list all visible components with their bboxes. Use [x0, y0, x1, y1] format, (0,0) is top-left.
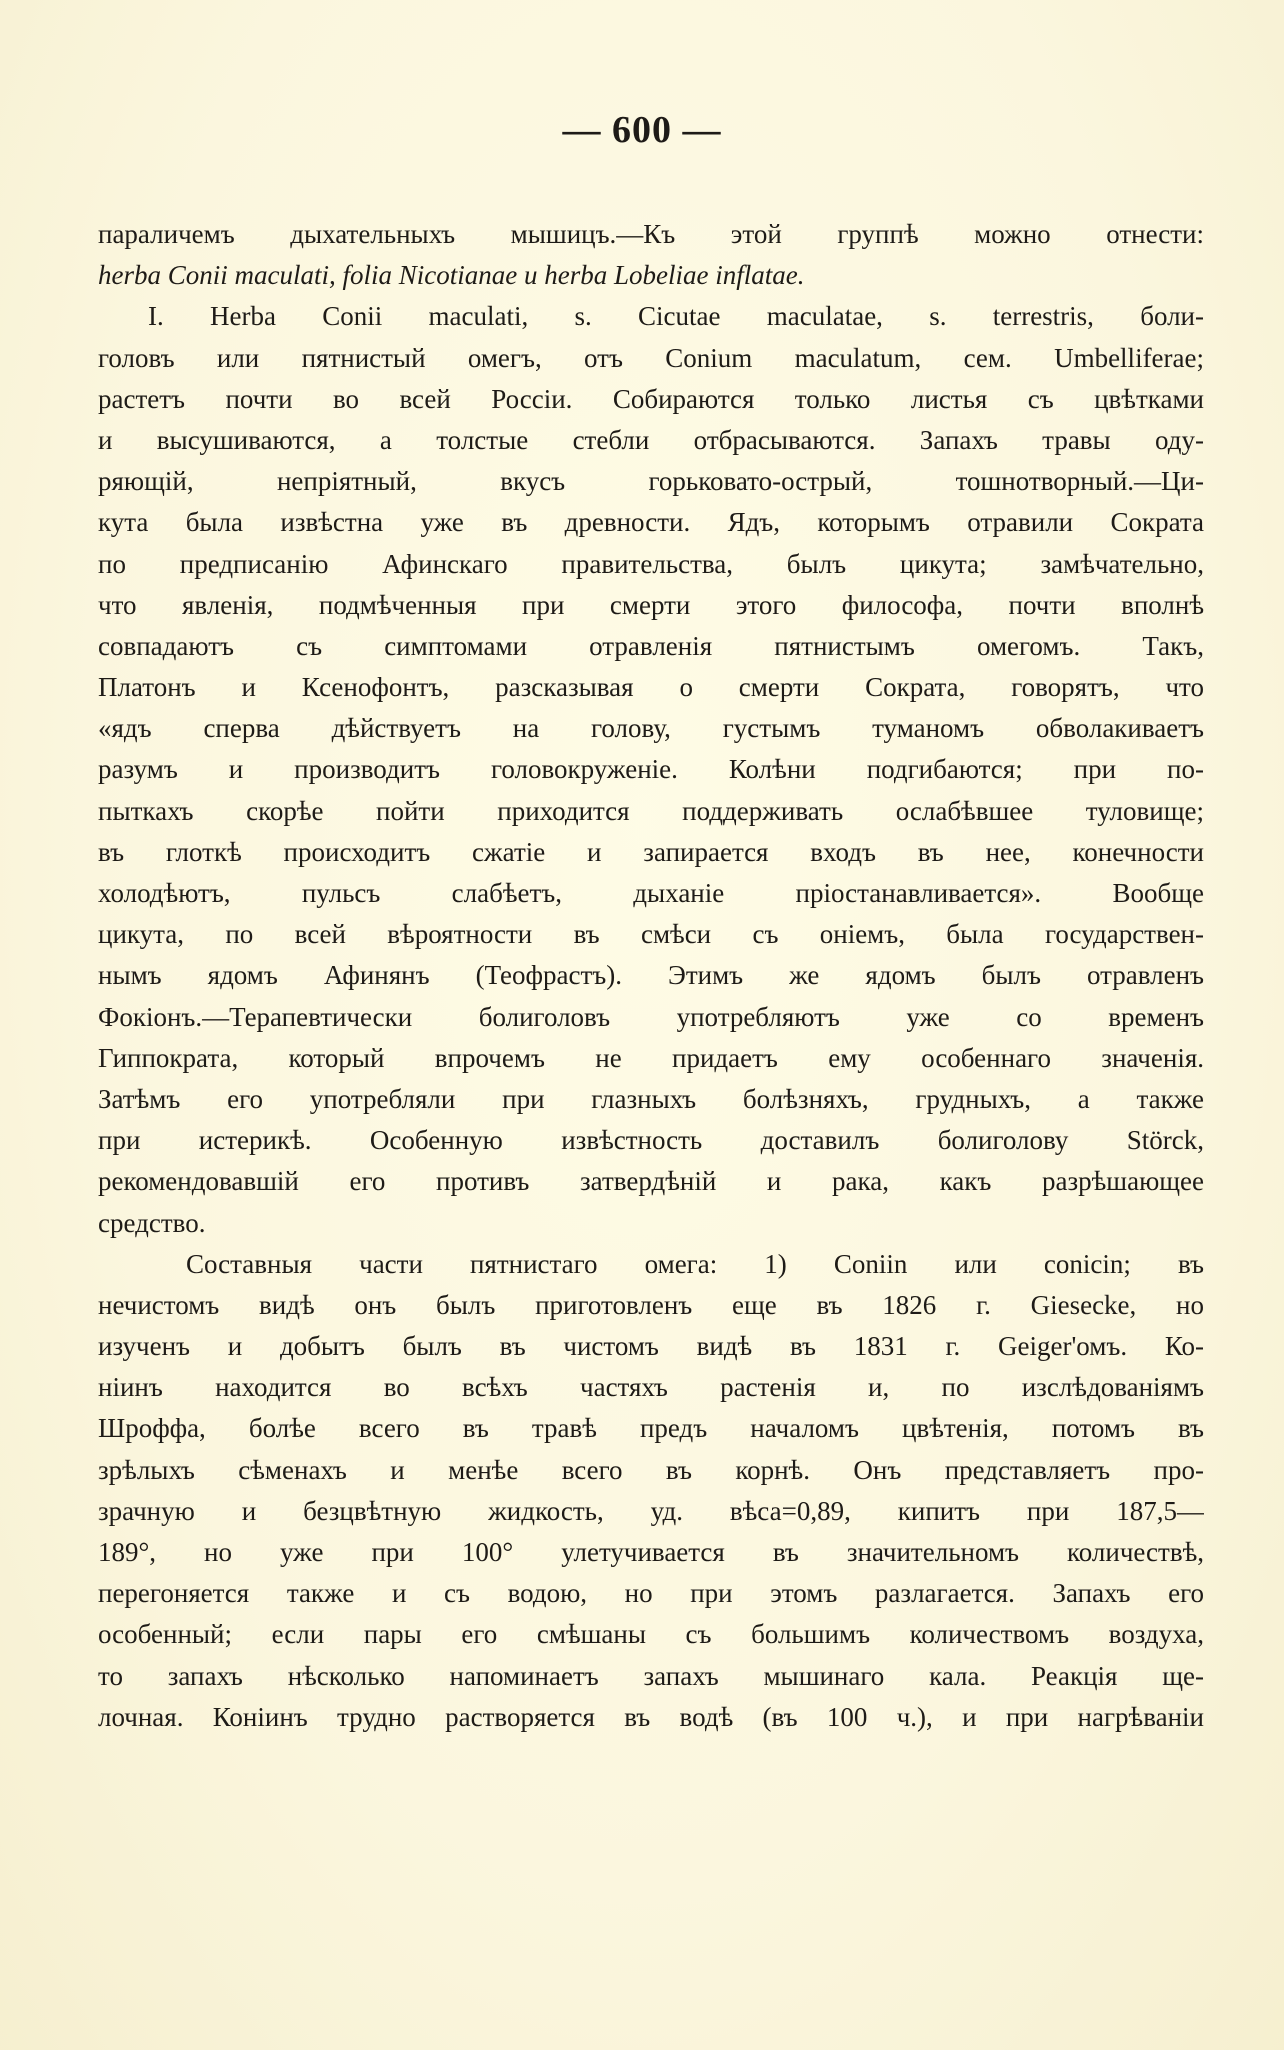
text-line: Гиппократа, который впрочемъ не придаетъ ему особеннаго значенія.: [98, 1042, 1204, 1073]
text-line: особенный; если пары его смѣшаны съ большимъ количествомъ воздуха,: [98, 1619, 1204, 1650]
text-line: I. Herba Conii maculati, s. Cicutae maculatae, s. terrestris, боли-: [148, 301, 1204, 332]
text-line: рекомендовавшій его противъ затвердѣній и рака, какъ разрѣшающее: [98, 1166, 1204, 1197]
text-line: ніинъ находится во всѣхъ частяхъ растенія и, по изслѣдованіямъ: [98, 1372, 1204, 1403]
text-line: холодѣютъ, пульсъ слабѣетъ, дыханіе пріостанавливается». Вообще: [98, 878, 1204, 908]
text-line: при истерикѣ. Особенную извѣстность доставилъ болиголову Störck,: [98, 1125, 1204, 1156]
text-line: зрачную и безцвѣтную жидкость, уд. вѣса=0,89, кипитъ при 187,5—: [98, 1495, 1204, 1526]
text-line: цикута, по всей вѣроятности въ смѣси съ оніемъ, была государствен-: [98, 919, 1204, 950]
text-line: herba Conii maculati, folia Nicotianae и herba Lobeliae inflatae.: [98, 260, 805, 291]
text-line: изученъ и добытъ былъ въ чистомъ видѣ въ 1831 г. Geiger'омъ. Ко-: [98, 1331, 1204, 1362]
text-line: что явленія, подмѣченныя при смерти этого философа, почти вполнѣ: [98, 589, 1204, 620]
text-line: растетъ почти во всей Россіи. Собираются только листья съ цвѣтками: [98, 383, 1204, 414]
text-line: кута была извѣстна уже въ древности. Ядъ, которымъ отравили Сократа: [98, 507, 1204, 538]
text-line: въ глоткѣ происходитъ сжатіе и запирается входъ въ нее, конечности: [98, 836, 1204, 867]
text-line: Затѣмъ его употребляли при глазныхъ болѣзняхъ, грудныхъ, а также: [98, 1083, 1204, 1114]
text-line: Составныя части пятнистаго омега: 1) Coniin или conicin; въ: [186, 1248, 1204, 1279]
text-line: Фокіонъ.—Терапевтически болиголовъ употребляютъ уже со временъ: [98, 1001, 1204, 1032]
text-line: нечистомъ видѣ онъ былъ приготовленъ еще въ 1826 г. Giesecke, но: [98, 1289, 1204, 1320]
body-text: [98, 214, 1204, 1738]
text-line: перегоняется также и съ водою, но при этомъ разлагается. Запахъ его: [98, 1578, 1204, 1609]
text-line: «ядъ сперва дѣйствуетъ на голову, густымъ туманомъ обволакиваетъ: [98, 713, 1204, 744]
text-line: 189°, но уже при 100° улетучивается въ значительномъ количествѣ,: [98, 1537, 1204, 1567]
text-line: пыткахъ скорѣе пойти приходится поддерживать ослабѣвшее туловище;: [98, 795, 1204, 826]
text-line: разумъ и производитъ головокруженіе. Колѣни подгибаются; при по-: [98, 754, 1204, 785]
text-line: и высушиваются, а толстые стебли отбрасываются. Запахъ травы оду-: [98, 424, 1204, 455]
text-line: то запахъ нѣсколько напоминаетъ запахъ мышинаго кала. Реакція ще-: [98, 1660, 1204, 1691]
text-line: ряющій, непріятный, вкусъ горьковато-острый, тошнотворный.—Ци-: [98, 466, 1204, 497]
text-line: параличемъ дыхательныхъ мышицъ.—Къ этой группѣ можно отнести:: [98, 219, 1204, 249]
text-line: совпадаютъ съ симптомами отравленія пятнистымъ омегомъ. Такъ,: [98, 630, 1204, 661]
text-line: нымъ ядомъ Афинянъ (Теофрастъ). Этимъ же ядомъ былъ отравленъ: [98, 960, 1204, 991]
page-number: — 600 —: [562, 109, 722, 151]
text-line: средство.: [98, 1207, 206, 1238]
text-line: головъ или пятнистый омегъ, отъ Conium maculatum, сем. Umbelliferae;: [98, 342, 1204, 373]
text-line: Шроффа, болѣе всего въ травѣ предъ началомъ цвѣтенія, потомъ въ: [98, 1413, 1204, 1444]
text-line: лочная. Коніинъ трудно растворяется въ водѣ (въ 100 ч.), и при нагрѣваніи: [98, 1701, 1204, 1732]
text-line: по предписанію Афинскаго правительства, былъ цикута; замѣчательно,: [98, 548, 1204, 579]
text-line: Платонъ и Ксенофонтъ, разсказывая о смерти Сократа, говорятъ, что: [98, 672, 1204, 703]
text-line: зрѣлыхъ сѣменахъ и менѣе всего въ корнѣ. Онъ представляетъ про-: [98, 1454, 1204, 1485]
